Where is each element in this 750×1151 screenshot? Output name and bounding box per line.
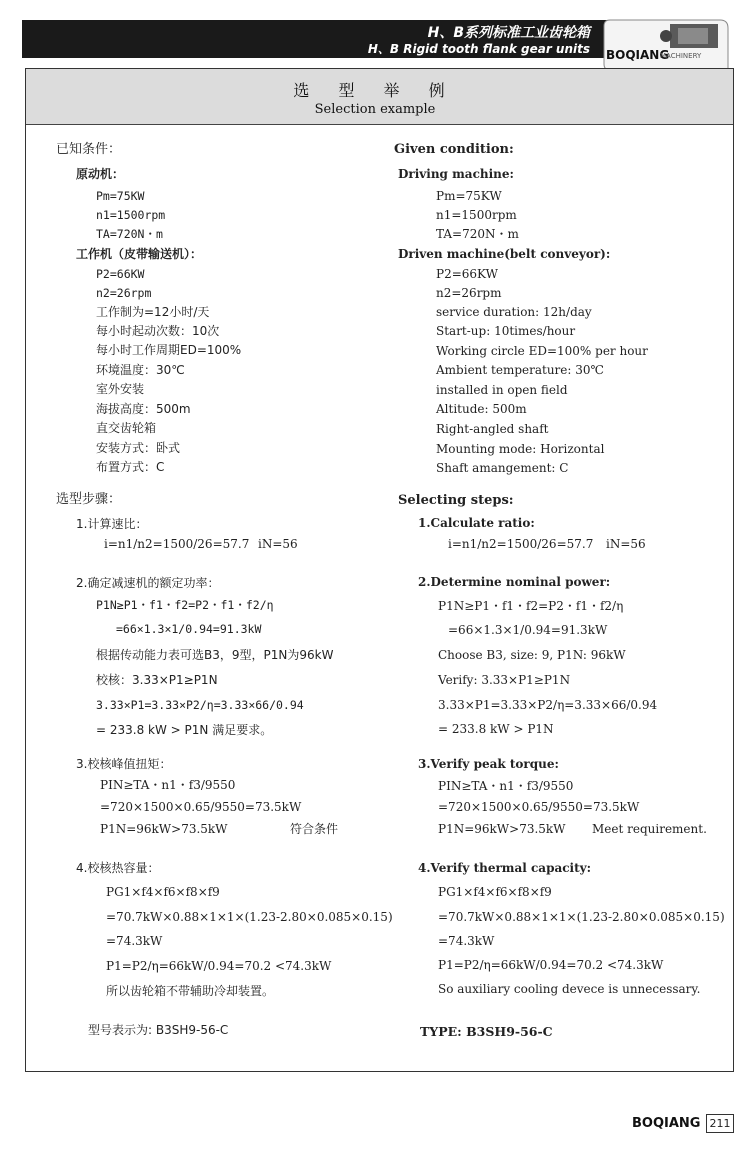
section-title-en: Selection example (314, 102, 436, 117)
altitude-cn: 海拔高度：500m (96, 402, 191, 416)
pm-value-cn: Pm=75KW (96, 189, 145, 203)
step2-verify-cn: 校核：3.33×P1≥P1N (96, 673, 218, 687)
step4-calc-en: =70.7kW×0.88×1×1×(1.23-2.80×0.085×0.15) (438, 910, 725, 924)
temp-cn: 环境温度：30℃ (96, 363, 185, 377)
pm-value-en: Pm=75KW (436, 189, 502, 203)
step3-heading-en: 3.Verify peak torque: (418, 757, 559, 771)
step3-compare-en: P1N=96kW>73.5kW (438, 822, 566, 836)
step2-heading-en: 2.Determine nominal power: (418, 575, 611, 589)
page-number: 211 (706, 1114, 734, 1133)
arrangement-en: Shaft amangement: C (436, 461, 569, 475)
altitude-en: Altitude: 500m (436, 402, 527, 416)
step2-choose-cn: 根据传动能力表可选B3，9型，P1N为96kW (96, 648, 334, 662)
step4-formula-en: PG1×f4×f6×f8×f9 (438, 885, 552, 899)
step2-result-cn: = 233.8 kW > P1N 满足要求。 (96, 723, 273, 737)
n2-value-cn: n2=26rpm (96, 286, 152, 300)
mounting-en: Mounting mode: Horizontal (436, 442, 605, 456)
brand-subtitle: MACHINERY (660, 52, 702, 60)
step4-heading-cn: 4.校核热容量： (76, 861, 160, 875)
open-field-cn: 室外安装 (96, 382, 145, 396)
step3-meet-cn: 符合条件 (290, 822, 339, 836)
step3-calc-en: =720×1500×0.65/9550=73.5kW (438, 800, 640, 814)
n1-value-en: n1=1500rpm (436, 208, 517, 222)
n2-value-en: n2=26rpm (436, 286, 502, 300)
step3-calc-cn: =720×1500×0.65/9550=73.5kW (100, 800, 302, 814)
steps-heading-en: Selecting steps: (398, 493, 514, 508)
footer-brand: BOQIANG (632, 1116, 701, 1131)
step1-heading-en: 1.Calculate ratio: (418, 516, 535, 530)
step4-conclusion-en: So auxiliary cooling devece is unnecessary. (438, 982, 701, 996)
step1-ratio-en: i=n1/n2=1500/26=57.7 (448, 537, 594, 551)
service-cn: 工作制为=12小时/天 (96, 305, 210, 319)
startup-cn: 每小时起动次数：10次 (96, 324, 220, 338)
open-field-en: installed in open field (436, 383, 568, 397)
ta-value-cn: TA=720N・m (96, 227, 163, 241)
cycle-cn: 每小时工作周期ED=100% (96, 343, 242, 357)
step1-in-cn: iN=56 (258, 537, 298, 551)
step4-result-cn: =74.3kW (106, 934, 163, 948)
step1-heading-cn: 1.计算速比： (76, 517, 148, 531)
section-title-cn: 选 型 举 例 (293, 81, 457, 100)
given-heading-cn: 已知条件： (56, 142, 122, 157)
n1-value-cn: n1=1500rpm (96, 208, 166, 222)
p2-value-en: P2=66KW (436, 267, 498, 281)
step2-choose-en: Choose B3, size: 9, P1N: 96kW (438, 648, 626, 662)
step2-calc-en: =66×1.3×1/0.94=91.3kW (448, 623, 608, 637)
steps-heading-cn: 选型步骤： (56, 492, 122, 507)
step1-ratio-cn: i=n1/n2=1500/26=57.7 (104, 537, 250, 551)
cycle-en: Working circle ED=100% per hour (436, 344, 648, 358)
given-heading-en: Given condition: (394, 142, 514, 157)
step4-heading-en: 4.Verify thermal capacity: (418, 861, 592, 875)
step2-verify-en: Verify: 3.33×P1≥P1N (438, 673, 571, 687)
p2-value-cn: P2=66KW (96, 267, 145, 281)
mounting-cn: 安装方式：卧式 (96, 441, 181, 455)
step2-formula-cn: P1N≥P1・f1・f2=P2・f1・f2/η (96, 598, 274, 612)
step4-formula-cn: PG1×f4×f6×f8×f9 (106, 885, 220, 899)
step2-heading-cn: 2.确定减速机的额定功率： (76, 576, 220, 590)
arrangement-cn: 布置方式：C (96, 460, 165, 474)
driving-heading-en: Driving machine: (398, 167, 514, 181)
ta-value-en: TA=720N・m (436, 227, 519, 241)
shaft-en: Right-angled shaft (436, 422, 549, 436)
service-en: service duration: 12h/day (436, 305, 592, 319)
step2-check-en: 3.33×P1=3.33×P2/η=3.33×66/0.94 (438, 698, 658, 712)
step3-heading-cn: 3.校核峰值扭矩： (76, 757, 172, 771)
brand-name: BOQIANG (606, 48, 670, 62)
type-en: TYPE: B3SH9-56-C (420, 1024, 553, 1039)
header-title-cn: H、B系列标准工业齿轮箱 (427, 25, 590, 41)
step4-conclusion-cn: 所以齿轮箱不带辅助冷却装置。 (106, 984, 275, 998)
header-title-en: H、B Rigid tooth flank gear units (367, 42, 590, 56)
step3-compare-cn: P1N=96kW>73.5kW (100, 822, 228, 836)
step4-p1-cn: P1=P2/η=66kW/0.94=70.2 <74.3kW (106, 959, 332, 973)
step3-formula-en: PIN≥TA・n1・f3/9550 (438, 779, 574, 793)
step1-in-en: iN=56 (606, 537, 646, 551)
step2-check-cn: 3.33×P1=3.33×P2/η=3.33×66/0.94 (96, 698, 304, 712)
shaft-cn: 直交齿轮箱 (96, 421, 157, 435)
driven-heading-cn: 工作机（皮带输送机）： (76, 247, 203, 261)
step4-p1-en: P1=P2/η=66kW/0.94=70.2 <74.3kW (438, 958, 664, 972)
step3-meet-en: Meet requirement. (592, 822, 707, 836)
step4-calc-cn: =70.7kW×0.88×1×1×(1.23-2.80×0.085×0.15) (106, 910, 393, 924)
brand-logo-box (600, 14, 730, 72)
startup-en: Start-up: 10times/hour (436, 324, 576, 338)
driving-heading-cn: 原动机： (76, 167, 125, 181)
step4-result-en: =74.3kW (438, 934, 495, 948)
step3-formula-cn: PIN≥TA・n1・f3/9550 (100, 778, 236, 792)
step2-result-en: = 233.8 kW > P1N (438, 722, 554, 736)
temp-en: Ambient temperature: 30℃ (436, 363, 604, 377)
step2-formula-en: P1N≥P1・f1・f2=P2・f1・f2/η (438, 599, 624, 613)
step2-calc-cn: =66×1.3×1/0.94=91.3kW (116, 622, 262, 636)
driven-heading-en: Driven machine(belt conveyor): (398, 247, 611, 261)
type-cn: 型号表示为: B3SH9-56-C (88, 1023, 229, 1037)
gearbox-icon (600, 14, 730, 72)
